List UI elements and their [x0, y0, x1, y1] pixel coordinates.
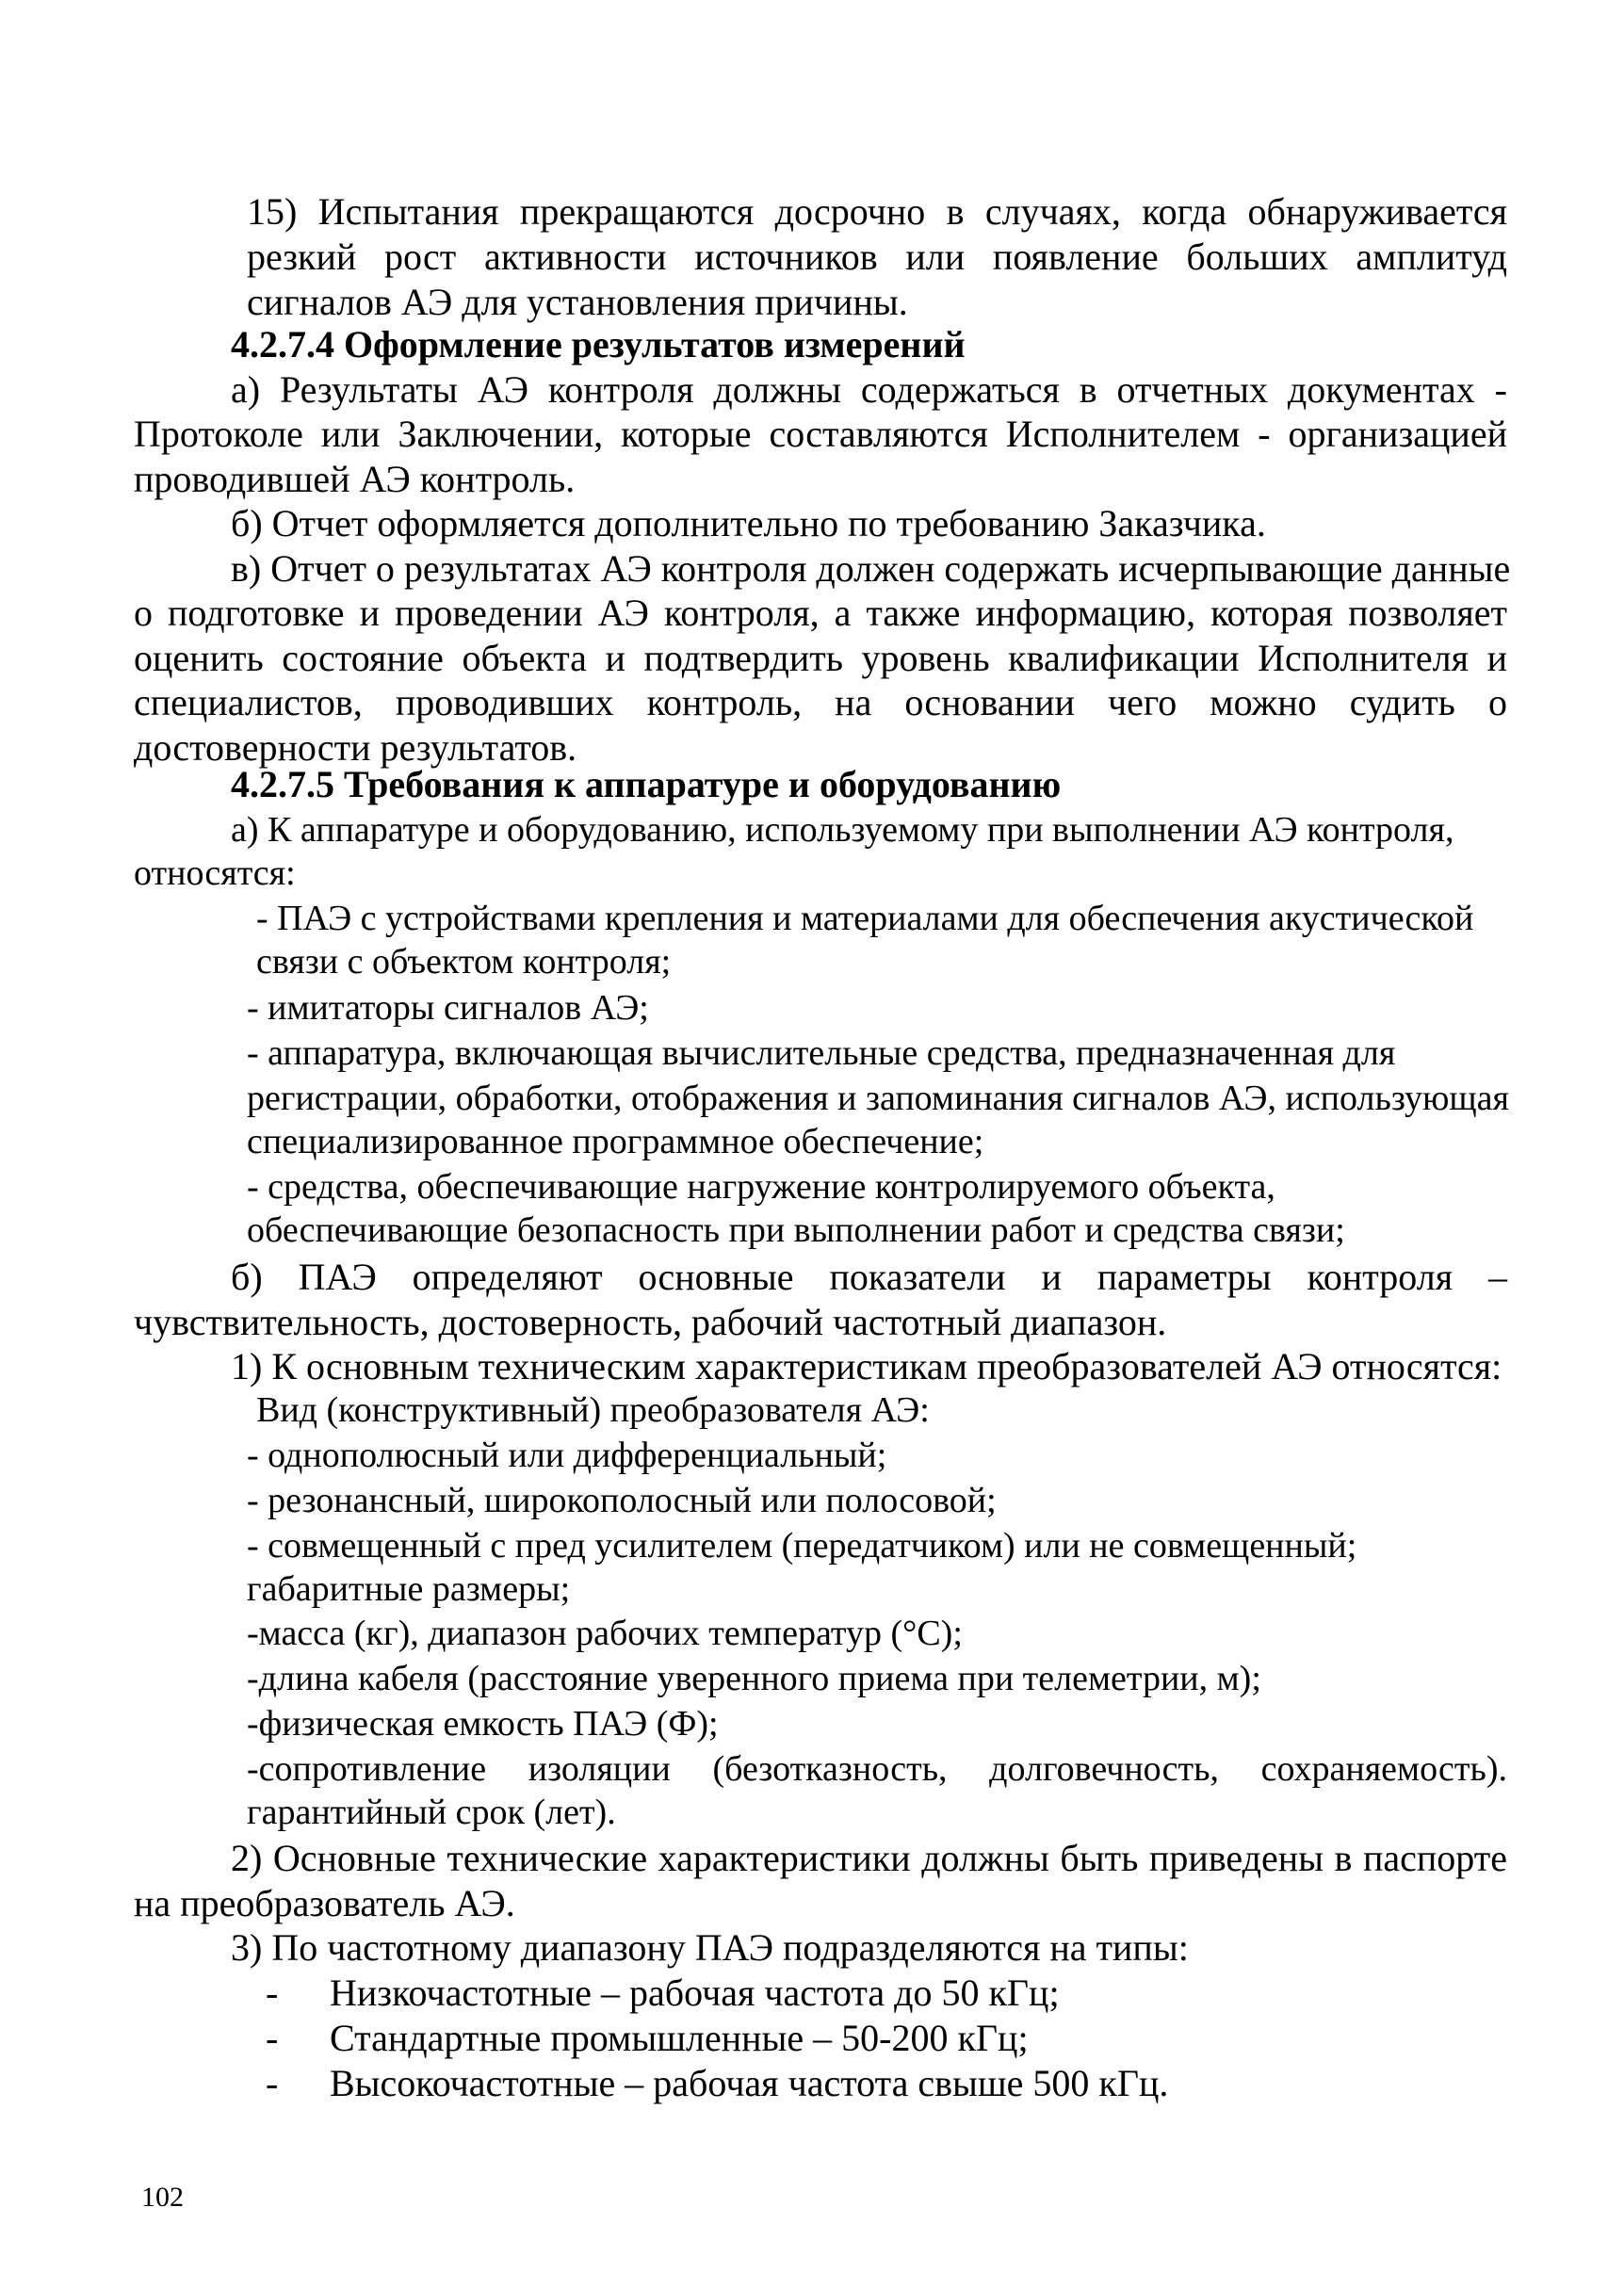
paragraph-line: 15) Испытания прекращаются досрочно в случаях, когда обнаруживается	[247, 190, 1507, 233]
paragraph-line: проводившей АЭ контроль.	[134, 458, 576, 500]
list-item: Вид (конструктивный) преобразователя АЭ:	[256, 1390, 930, 1430]
list-bullet: -	[266, 2017, 279, 2059]
page-number: 102	[141, 2182, 184, 2213]
paragraph-line: Протоколе или Заключении, которые составляются Исполнителем - организацией	[134, 413, 1507, 455]
paragraph-line: относятся:	[134, 853, 296, 893]
list-item: регистрации, обработки, отображения и запоминания сигналов АЭ, использующая	[247, 1079, 1510, 1118]
paragraph-line: 1) К основным техническим характеристикам преобразователей АЭ относятся:	[231, 1345, 1502, 1387]
paragraph-line: а) К аппаратуре и оборудованию, используемому при выполнении АЭ контроля,	[231, 810, 1454, 850]
list-item: - совмещенный с пред усилителем (передатчиком) или не совмещенный;	[247, 1526, 1357, 1566]
paragraph-line: резкий рост активности источников или появление больших амплитуд	[247, 235, 1507, 278]
list-item: - имитаторы сигналов АЭ;	[247, 988, 649, 1028]
list-item: специализированное программное обеспечение;	[247, 1122, 984, 1161]
list-item: - резонансный, широкополосный или полосовой;	[247, 1481, 997, 1520]
list-item: связи с объектом контроля;	[256, 942, 672, 982]
paragraph-line: сигналов АЭ для установления причины.	[247, 281, 908, 323]
list-item: Низкочастотные – рабочая частота до 50 кГц;	[330, 1972, 1060, 2014]
list-item: - средства, обеспечивающие нагружение контролируемого объекта,	[247, 1167, 1275, 1207]
list-item: гарантийный срок (лет).	[247, 1793, 616, 1832]
list-item: - однополюсный или дифференциальный;	[247, 1436, 887, 1475]
paragraph-line: 2) Основные технические характеристики должны быть приведены в паспорте	[231, 1837, 1507, 1879]
paragraph-line: чувствительность, достоверность, рабочий частотный диапазон.	[134, 1301, 1167, 1343]
list-item: - аппаратура, включающая вычислительные средства, предназначенная для	[247, 1033, 1396, 1073]
list-bullet: -	[266, 1972, 279, 2014]
list-item: обеспечивающие безопасность при выполнении работ и средства связи;	[247, 1210, 1345, 1250]
section-heading: 4.2.7.5 Требования к аппаратуре и оборудованию	[231, 763, 1062, 805]
list-item: Высокочастотные – рабочая частота свыше 500 кГц.	[330, 2062, 1169, 2104]
list-item: -сопротивление изоляции (безотказность, долговечность, сохраняемость).	[247, 1749, 1507, 1789]
paragraph-line: на преобразователь АЭ.	[134, 1882, 515, 1924]
list-bullet: -	[266, 2062, 279, 2104]
list-item: -физическая емкость ПАЭ (Ф);	[247, 1704, 719, 1744]
list-item: габаритные размеры;	[247, 1569, 571, 1609]
paragraph-line: о подготовке и проведении АЭ контроля, а также информацию, которая позволяет	[134, 592, 1507, 634]
paragraph-line: в) Отчет о результатах АЭ контроля должен содержать исчерпывающие данные	[231, 547, 1511, 590]
paragraph-line: оценить состояние объекта и подтвердить уровень квалификации Исполнителя и	[134, 637, 1507, 679]
list-item: -масса (кг), диапазон рабочих температур (°С);	[247, 1614, 963, 1653]
paragraph-line: достоверности результатов.	[134, 726, 577, 769]
paragraph-line: б) Отчет оформляется дополнительно по требованию Заказчика.	[231, 502, 1266, 544]
paragraph-line: б) ПАЭ определяют основные показатели и параметры контроля –	[231, 1256, 1507, 1298]
list-item: -длина кабеля (расстояние уверенного приема при телеметрии, м);	[247, 1659, 1261, 1698]
paragraph-line: а) Результаты АЭ контроля должны содержаться в отчетных документах -	[231, 368, 1507, 411]
list-item: Стандартные промышленные – 50-200 кГц;	[330, 2017, 1029, 2059]
list-item: - ПАЭ с устройствами крепления и материалами для обеспечения акустической	[256, 899, 1474, 938]
paragraph-line: специалистов, проводивших контроль, на основании чего можно судить о	[134, 681, 1507, 723]
paragraph-line: 3) По частотному диапазону ПАЭ подразделяются на типы:	[231, 1926, 1189, 1969]
section-heading: 4.2.7.4 Оформление результатов измерений	[231, 323, 966, 365]
